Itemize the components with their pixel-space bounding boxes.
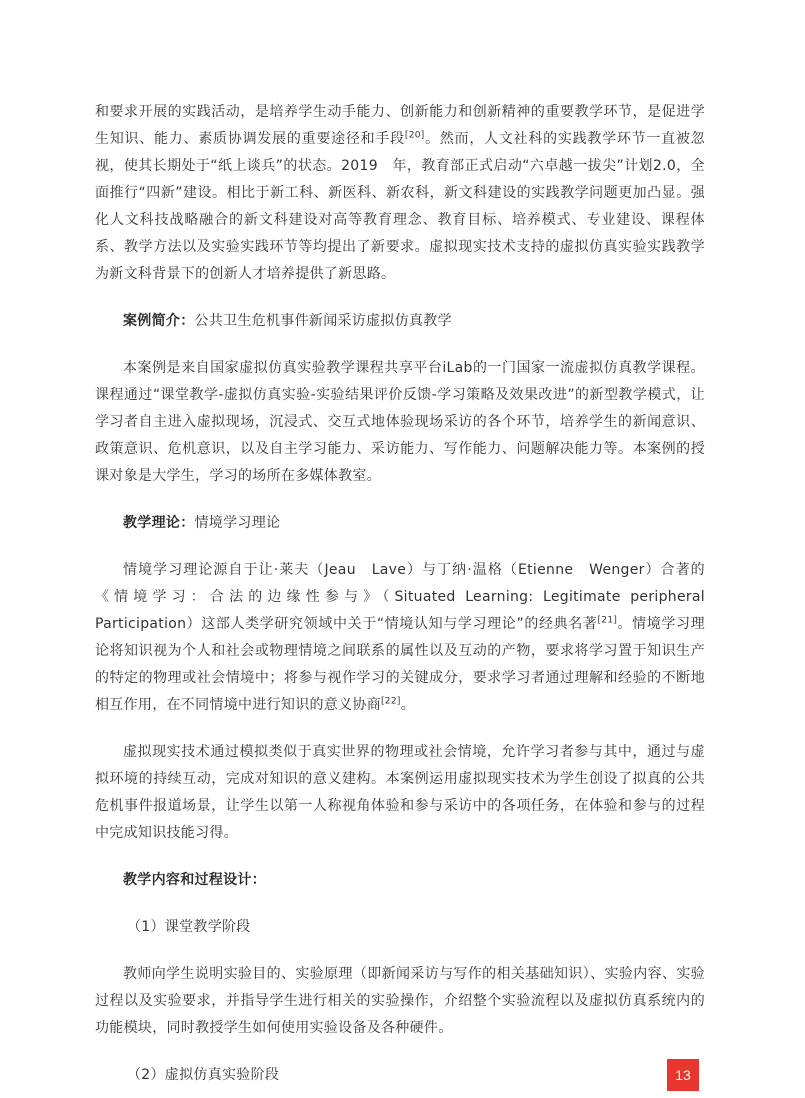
intro-text-2: 。然而，人文社科的实践教学环节一直被忽视，使其长期处于“纸上谈兵”的状态。2019 年，教育部正式启动“六卓越一拔尖”计划2.0，全面推行“四新”建设。相比于新工科、新医科、新农科，新文科建设的实践教学问题更加凸显。强化人文科技战略融合的新文科建设对高等教育理念、教育目标、培养模式、专业建设、课程体系、教学方法以及实验实践环节等均提出了新要求。虚拟现实技术支持的虚拟仿真实验实践教学为新文科背景下的创新人才培养提供了新思路。 [95,131,705,282]
case-intro-heading [95,308,705,335]
stage1-title: （1）课堂教学阶段 [127,919,251,935]
case-intro-label: 案例简介： [123,313,195,329]
case-intro-title: 公共卫生危机事件新闻采访虚拟仿真教学 [194,313,452,329]
theory-title: 情境学习理论 [194,515,281,531]
theory-text-3: 。 [400,697,415,713]
theory-text-1: 情境学习理论源自于让·莱夫（Jeau Lave）与丁纳·温格（Etienne Wenger）合著的《情境学习：合法的边缘性参与》（Situated Learning: Legitimate peripheral Participation）这部人类学研究领域中关于“情境认知与学习理论”的经典名著 [95,562,705,632]
case-body-paragraph: 本案例是来自国家虚拟仿真实验教学课程共享平台iLab的一门国家一流虚拟仿真教学课程。课程通过“课堂教学-虚拟仿真实验-实验结果评价反馈-学习策略及效果改进”的新型教学模式，让学习者自主进入虚拟现场，沉浸式、交互式地体验现场采访的各个环节，培养学生的新闻意识、政策意识、危机意识，以及自主学习能力、采访能力、写作能力、问题解决能力等。本案例的授课对象是大学生，学习的场所在多媒体教室。 [95,360,705,484]
intro-paragraph [95,99,705,288]
design-heading [95,867,705,894]
citation-20: [20] [404,130,425,141]
theory-body-paragraph [95,557,705,719]
stage2-title: （2）虚拟仿真实验阶段 [127,1067,280,1083]
vr-body-paragraph: 虚拟现实技术通过模拟类似于真实世界的物理或社会情境，允许学习者参与其中，通过与虚拟环境的持续互动，完成对知识的意义建构。本案例运用虚拟现实技术为学生创设了拟真的公共危机事件报道场景，让学生以第一人称视角体验和参与采访中的各项任务，在体验和参与的过程中完成知识技能习得。 [95,744,705,841]
design-label: 教学内容和过程设计： [123,872,266,888]
citation-22: [22] [381,696,401,707]
theory-heading [95,510,705,537]
theory-label: 教学理论： [123,515,195,531]
citation-21: [21] [597,615,618,626]
theory-text-2: 。情境学习理论将知识视为个人和社会或物理情境之间联系的属性以及互动的产物，要求将学习置于知识生产的特定的物理或社会情境中；将参与视作学习的关键成分，要求学习者通过理解和经验的不断地相互作用，在不同情境中进行知识的意义协商 [95,616,705,713]
page-number-badge: 13 [667,1059,699,1091]
stage1-body-paragraph: 教师向学生说明实验目的、实验原理（即新闻采访与写作的相关基础知识）、实验内容、实验过程以及实验要求，并指导学生进行相关的实验操作，介绍整个实验流程以及虚拟仿真系统内的功能模块，同时教授学生如何使用实验设备及各种硬件。 [95,966,705,1036]
intro-text-1: 和要求开展的实践活动，是培养学生动手能力、创新能力和创新精神的重要教学环节，是促进学生知识、能力、素质协调发展的重要途径和手段 [95,104,705,147]
page-content [95,99,705,1089]
